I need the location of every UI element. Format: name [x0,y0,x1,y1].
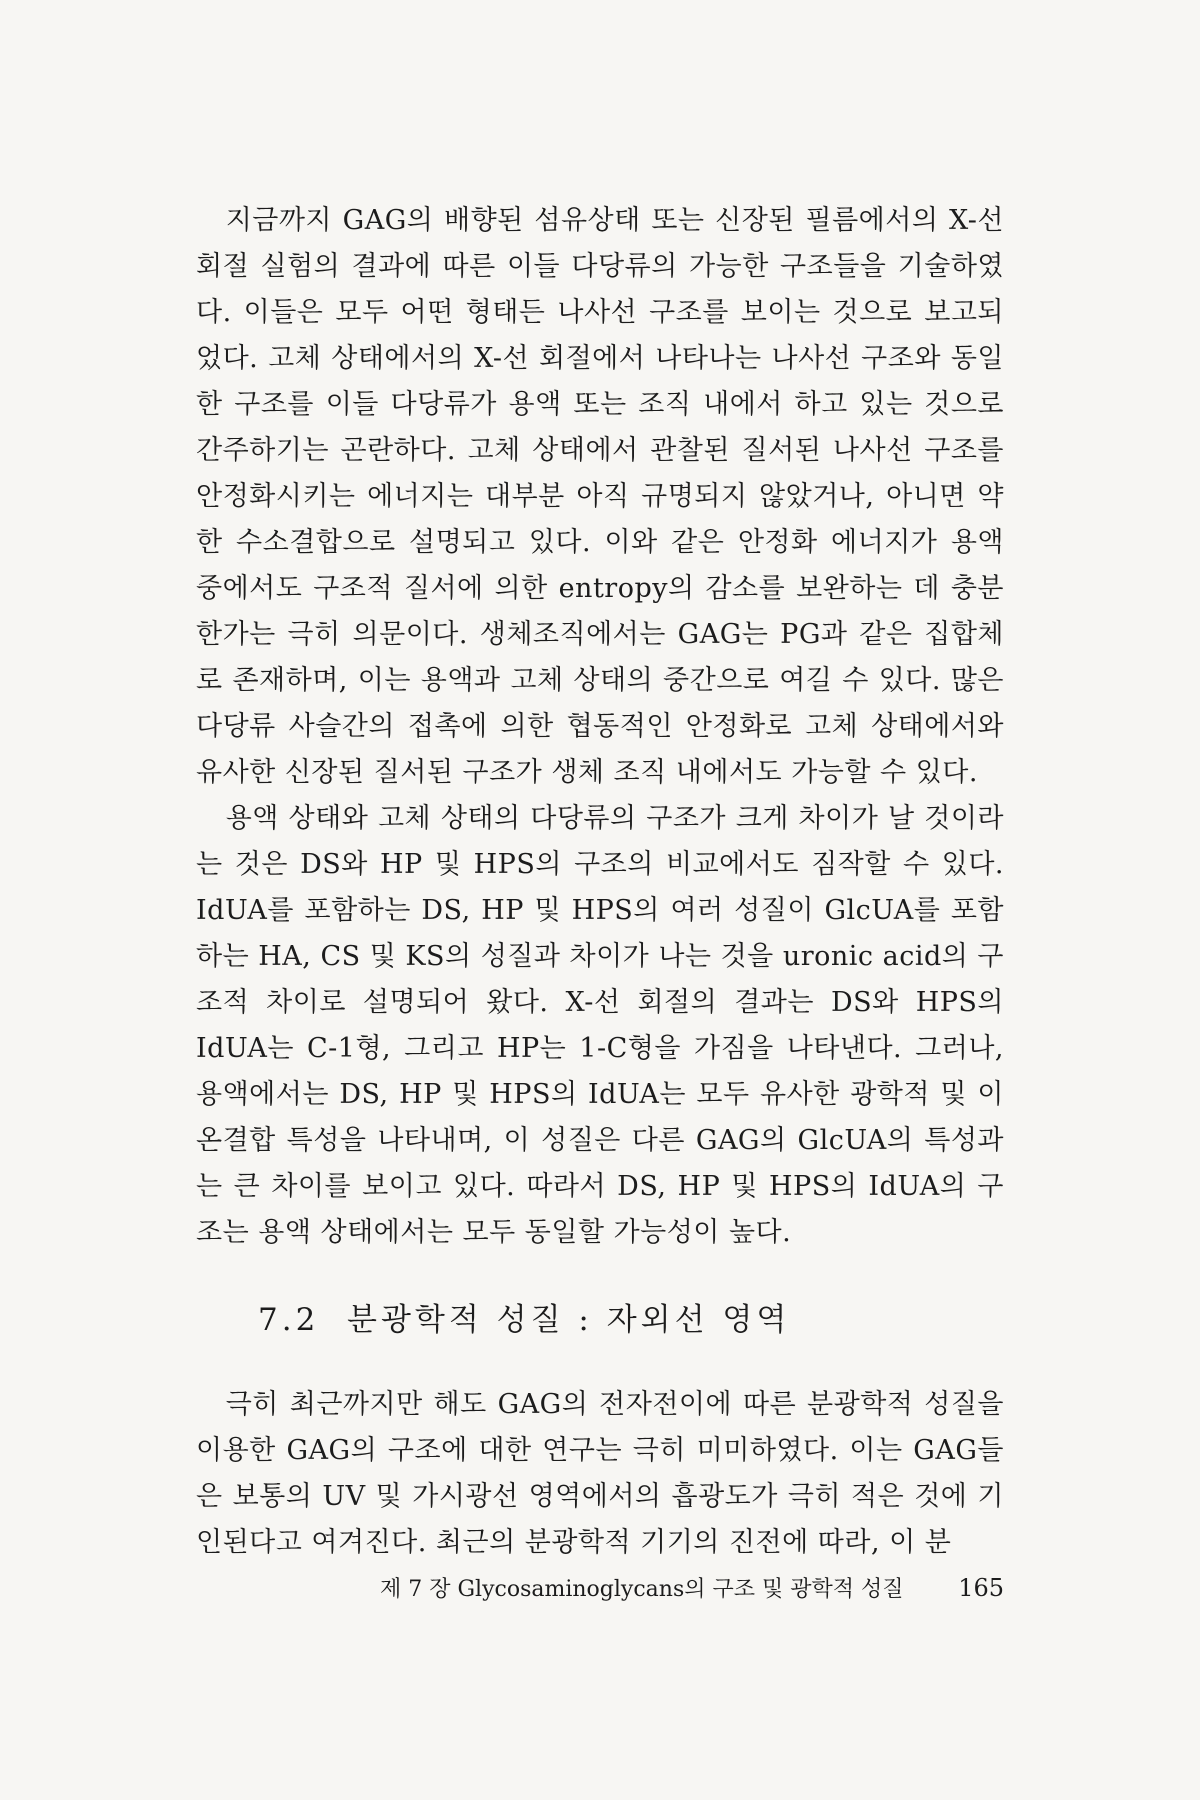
paragraph-3: 극히 최근까지만 해도 GAG의 전자전이에 따른 분광학적 성질을 이용한 GAG의 구조에 대한 연구는 극히 미미하였다. 이는 GAG들은 보통의 UV 및 가시광선 영역에서의 흡광도가 극히 적은 것에 기인된다고 여겨진다. 최근의 분광학적 기기의 진전에 따라, 이 분 [196,1389,1004,1558]
running-footer-title: 제 7 장 Glycosaminoglycans의 구조 및 광학적 성질 [380,1577,904,1602]
section-number: 7.2 [258,1302,320,1338]
paragraph-2: 용액 상태와 고체 상태의 다당류의 구조가 크게 차이가 날 것이라는 것은 DS와 HP 및 HPS의 구조의 비교에서도 짐작할 수 있다. IdUA를 포함하는 DS, HP 및 HPS의 여러 성질이 GlcUA를 포함하는 HA, CS 및 KS의 성질과 차이가 나는 것을 uronic acid의 구조적 차이로 설명되어 왔다. X-선 회절의 결과는 DS와 HPS의 IdUA는 C-1형, 그리고 HP는 1-C형을 가짐을 나타낸다. 그러나, 용액에서는 DS, HP 및 HPS의 IdUA는 모두 유사한 광학적 및 이온결합 특성을 나타내며, 이 성질은 다른 GAG의 GlcUA의 특성과는 큰 차이를 보이고 있다. 따라서 DS, HP 및 HPS의 IdUA의 구조는 용액 상태에서는 모두 동일할 가능성이 높다. [196,803,1005,1248]
paragraph-1: 지금까지 GAG의 배향된 섬유상태 또는 신장된 필름에서의 X-선 회절 실험의 결과에 따른 이들 다당류의 가능한 구조들을 기술하였다. 이들은 모두 어떤 형태든 나사선 구조를 보이는 것으로 보고되었다. 고체 상태에서의 X-선 회절에서 나타나는 나사선 구조와 동일한 구조를 이들 다당류가 용액 또는 조직 내에서 하고 있는 것으로 간주하기는 곤란하다. 고체 상태에서 관찰된 질서된 나사선 구조를 안정화시키는 에너지는 대부분 아직 규명되지 않았거나, 아니면 약한 수소결합으로 설명되고 있다. 이와 같은 안정화 에너지가 용액 중에서도 구조적 질서에 의한 entropy의 감소를 보완하는 데 충분한가는 극히 의문이다. 생체조직에서는 GAG는 PG과 같은 집합체로 존재하며, 이는 용액과 고체 상태의 중간으로 여길 수 있다. 많은 다당류 사슬간의 접촉에 의한 협동적인 안정화로 고체 상태에서와 유사한 신장된 질서된 구조가 생체 조직 내에서도 가능할 수 있다. [196,205,1004,788]
page-footer [380,1572,1004,1603]
section-heading [258,1294,790,1339]
section-title: 분광학적 성질 : 자외선 영역 [347,1302,791,1338]
body-text [196,198,1004,1256]
section-body [196,1382,1004,1566]
page-number: 165 [958,1574,1004,1602]
